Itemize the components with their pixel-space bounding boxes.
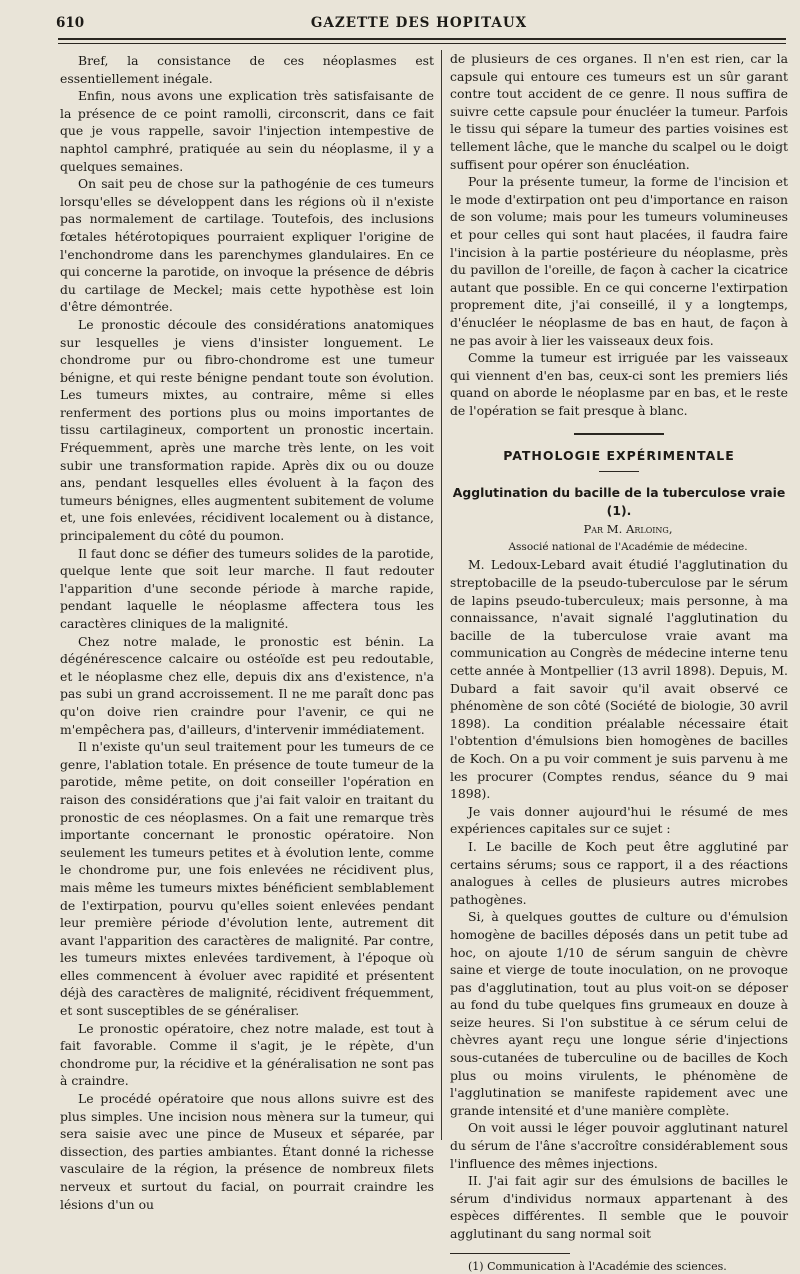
paragraph: Je vais donner aujourd'hui le résumé de mes expériences capitales sur ce sujet : xyxy=(450,803,788,837)
paragraph: Chez notre malade, le pronostic est bénin. La dégénérescence calcaire ou ostéoïde est peu redoutable, et le néoplasme chez elle, depuis dix ans d'existence, n'a pas subi un grand accroissement. Il ne me paraît donc pas qu'on doive rien craindre pour l'avenir, ce qui ne m'empêchera pas, d'ailleurs, d'intervenir immédiatement. xyxy=(60,633,434,737)
paragraph: Le pronostic découle des considérations anatomiques sur lesquelles je viens d'insister longuement. Le chondrome pur ou fibro-chondrome est une tumeur bénigne, et qui reste bénigne pendant toute son évolution. Les tumeurs mixtes, au contraire, même si elles renferment des portions plus ou moins importantes de tissu cartilagineux, comportent un pronostic incertain. Fréquemment, après une marche très lente, on les voit subir une transformation rapide. Après dix ou ou douze ans, pendant lesquelles elles évoluent à la façon des tumeurs bénignes, elles augmentent subitement de volume et, une fois enlevées, récidivent localement ou à distance, principalement du côté du poumon. xyxy=(60,316,434,544)
paragraph: Le procédé opératoire que nous allons suivre est des plus simples. Une incision nous mènera sur la tumeur, qui sera saisie avec une pince de Museux et séparée, par dissection, des parties ambiantes. Étant donné la richesse vasculaire de la région, la présence de nombreux filets nerveux et surtout du facial, on pourrait craindre les lésions d'un ou xyxy=(60,1091,434,1212)
page-header xyxy=(52,13,786,35)
article-author: Par M. Arloing, xyxy=(583,522,673,537)
column-divider xyxy=(441,50,442,1140)
paragraph: On voit aussi le léger pouvoir agglutinant naturel du sérum de l'âne s'accroître considérablement sous l'influence des mêmes injections. xyxy=(450,1120,788,1171)
section-title: PATHOLOGIE EXPÉRIMENTALE xyxy=(503,448,735,464)
paragraph: Comme la tumeur est irriguée par les vaisseaux qui viennent d'en bas, ceux-ci sont les premiers liés quand on aborde le néoplasme par en bas, et le reste de l'opération se fait presque à blanc. xyxy=(450,350,788,418)
section-title-rule xyxy=(599,471,639,472)
paragraph: On sait peu de chose sur la pathogénie de ces tumeurs lorsqu'elles se développent dans les régions où il n'existe pas normalement de cartilage. Toutefois, des inclusions fœtales hétérotopiques pourraient expliquer l'origine de l'enchondrome dans les parenchymes glandulaires. En ce qui concerne la parotide, on invoque la présence de débris du cartilage de Meckel; mais cette hypothèse est loin d'être démontrée. xyxy=(60,176,434,315)
header-rule-thick xyxy=(58,38,786,40)
right-column xyxy=(450,50,788,1274)
paragraph: Il faut donc se défier des tumeurs solides de la parotide, quelque lente que soit leur marche. Il faut redouter l'apparition d'une seconde période à marche rapide, pendant laquelle le néoplasme affectera tous les caractères cliniques de la malignité. xyxy=(60,545,434,631)
paragraph: Pour la présente tumeur, la forme de l'incision et le mode d'extirpation ont peu d'importance en raison de son volume; mais pour les tumeurs volumineuses et pour celles qui sont haut placées, il faudra faire l'incision à la partie postérieure du néoplasme, près du pavillon de l'oreille, de façon à cacher la cicatrice autant que possible. En ce qui concerne l'extirpation proprement dite, j'ai conseillé, il y a longtemps, d'énucléer le néoplasme de bas en haut, de façon à ne pas avoir à lier les vaisseaux deux fois. xyxy=(450,174,788,348)
paragraph: Enfin, nous avons une explication très satisfaisante de la présence de ce point ramolli, circonscrit, dans ce fait que je vous rappelle, savoir l'injection intempestive de naphtol camphré, pratiquée au sein du néoplasme, il y a quelques semaines. xyxy=(60,88,434,174)
left-column xyxy=(60,52,434,1213)
paragraph: Si, à quelques gouttes de culture ou d'émulsion homogène de bacilles déposés dans un petit tube ad hoc, on ajoute 1/10 de sérum sanguin de chèvre saine et vierge de toute inoculation, on ne provoque pas d'agglutination, tout au plus voit-on se déposer au fond du tube quelques fins grumeaux en douze à seize heures. Si l'on substitue à ce sérum celui de chèvres ayant reçu une longue série d'injections sous-cutanées de tuberculine ou de bacilles de Koch plus ou moins virulents, le phénomène de l'agglutination se manifeste rapidement avec une grande intensité et d'une manière complète. xyxy=(450,909,788,1118)
section-separator xyxy=(574,433,664,435)
paragraph: M. Ledoux-Lebard avait étudié l'agglutination du streptobacille de la pseudo-tuberculose par le sérum de lapins pseudo-tuberculeux; mais personne, à ma connaissance, n'avait signalé l'agglutination du bacille de la tuberculose vraie avant ma communication au Congrès de médecine interne tenu cette année à Montpellier (13 avril 1898). Depuis, M. Dubard a fait savoir qu'il avait observé ce phénomène de son côté (Société de biologie, 30 avril 1898). La condition préalable nécessaire était l'obtention d'émulsions bien homogènes de bacilles de Koch. On a pu voir comment je suis parvenu à me les procurer (Comptes rendus, séance du 9 mai 1898). xyxy=(450,557,788,802)
paragraph: I. Le bacille de Koch peut être agglutiné par certains sérums; sous ce rapport, il a des réactions analogues à celles de plusieurs autres microbes pathogènes. xyxy=(450,838,788,907)
article-affiliation: Associé national de l'Académie de médecine. xyxy=(508,540,748,553)
paragraph: II. J'ai fait agir sur des émulsions de bacilles le sérum d'individus normaux appartenant à des espèces différentes. Il semble que le pouvoir agglutinant du sang normal soit xyxy=(450,1173,788,1241)
paragraph: de plusieurs de ces organes. Il n'en est rien, car la capsule qui entoure ces tumeurs est un sûr garant contre tout accident de ce genre. Il nous suffira de suivre cette capsule pour énucléer la tumeur. Parfois le tissu qui sépare la tumeur des parties voisines est tellement lâche, que le manche du scalpel ou le doigt suffisent pour opérer son énucléation. xyxy=(450,51,788,172)
page-number: 610 xyxy=(56,15,85,31)
running-title: GAZETTE DES HOPITAUX xyxy=(310,15,528,31)
footnote: (1) Communication à l'Académie des sciences. xyxy=(468,1259,727,1273)
paragraph: Le pronostic opératoire, chez notre malade, est tout à fait favorable. Comme il s'agit, je le répète, d'un chondrome pur, la récidive et la généralisation ne sont pas à craindre. xyxy=(60,1020,434,1089)
article-title: Agglutination du bacille de la tuberculose vraie (1). xyxy=(452,485,786,518)
paragraph: Il n'existe qu'un seul traitement pour les tumeurs de ce genre, l'ablation totale. En présence de toute tumeur de la parotide, même petite, on doit conseiller l'opération en raison des considérations que j'ai fait valoir en traitant du pronostic de ces néoplasmes. On a fait une remarque très importante concernant le pronostic opératoire. Non seulement les tumeurs petites et à évolution lente, comme le chondrome pur, une fois enlevées ne récidivent plus, mais même les tumeurs mixtes bénéficient semblablement de l'extirpation, pourvu qu'elles soient enlevées pendant leur première période d'évolution lente, autrement dit avant l'apparition des caractères de malignité. Par contre, les tumeurs mixtes enlevées tardivement, à l'époque où elles commencent à évoluer avec rapidité et présentent déjà des caractères de malignité, récidivent fréquemment, et sont susceptibles de se généraliser. xyxy=(60,739,434,1019)
footnote-rule xyxy=(450,1253,570,1254)
header-rule-thin xyxy=(58,43,786,44)
paragraph: Bref, la consistance de ces néoplasmes est essentiellement inégale. xyxy=(60,53,434,86)
